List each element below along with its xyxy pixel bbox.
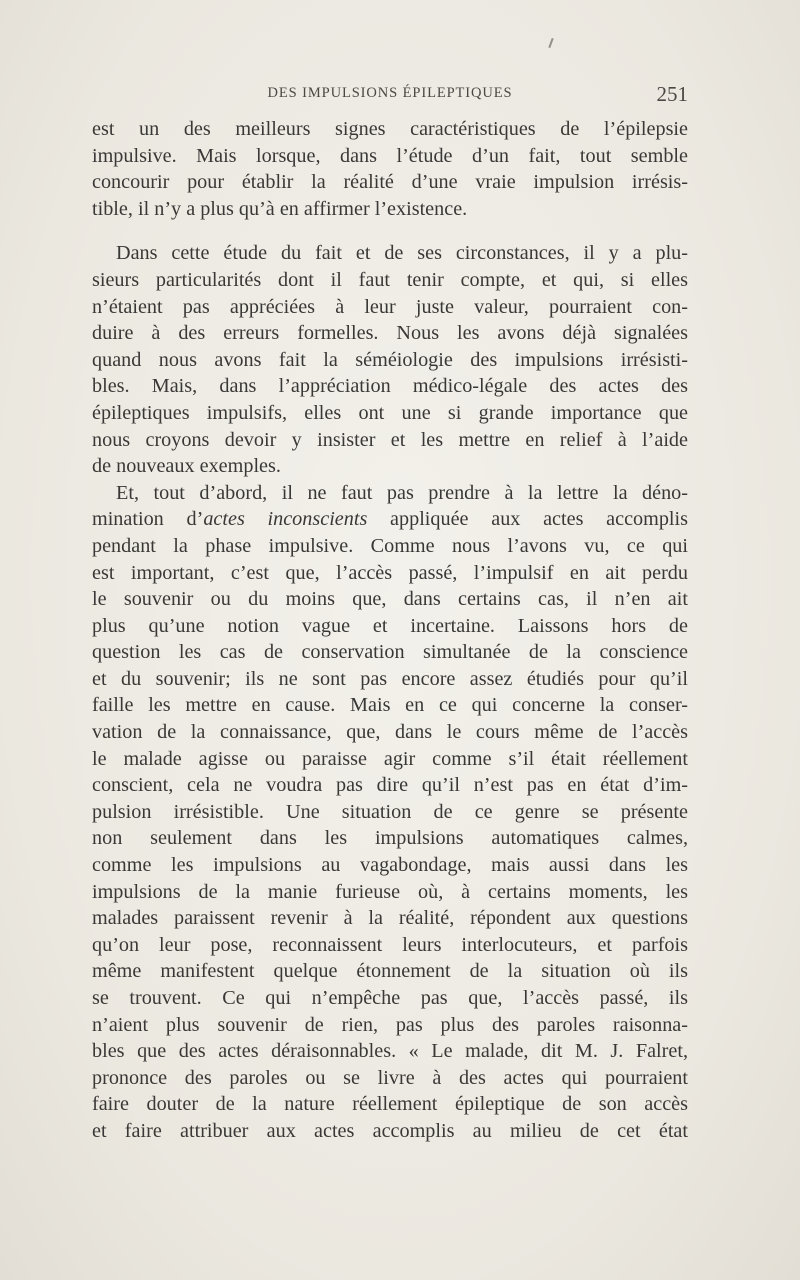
- text-line: le souvenir ou du moins que, dans certains cas, il n’en ait: [92, 588, 688, 611]
- text-line: tible, il n’y a plus qu’à en affirmer l’existence.: [92, 197, 468, 220]
- text-line: conscient, cela ne voudra pas dire qu’il n’est pas en état d’im-: [92, 774, 688, 797]
- text-line: et du souvenir; ils ne sont pas encore assez étudiés pour qu’il: [92, 667, 688, 690]
- running-title: DES IMPULSIONS ÉPILEPTIQUES: [267, 85, 513, 101]
- text-line: plus qu’une notion vague et incertaine. Laissons hors de: [92, 614, 688, 637]
- page-header: [92, 82, 688, 106]
- text-line: bles que des actes déraisonnables. « Le malade, dit M. J. Falret,: [92, 1040, 688, 1063]
- text-line: quand nous avons fait la séméiologie des impulsions irrésisti-: [92, 348, 688, 371]
- text-line: Et, tout d’abord, il ne faut pas prendre à la lettre la déno-: [116, 481, 688, 504]
- text-line: même manifestent quelque étonnement de la situation où ils: [92, 960, 688, 983]
- text-line: vation de la connaissance, que, dans le cours même de l’accès: [92, 721, 688, 744]
- text-span: appliquée aux actes accomplis: [390, 508, 689, 531]
- text-line: duire à des erreurs formelles. Nous les avons déjà signalées: [92, 322, 688, 345]
- text-line: épileptiques impulsifs, elles ont une si grande importance que: [92, 401, 688, 424]
- text-span: mination: [92, 508, 164, 531]
- text-span: d’: [186, 508, 204, 531]
- text-line-with-italic: [92, 506, 688, 533]
- text-line: non seulement dans les impulsions automatiques calmes,: [92, 827, 688, 850]
- text-line: se trouvent. Ce qui n’empêche pas que, l’accès passé, ils: [92, 987, 688, 1009]
- text-line: pulsion irrésistible. Une situation de ce genre se présente: [92, 800, 688, 823]
- page-number: 251: [656, 82, 688, 106]
- paragraph-gap: [92, 222, 688, 240]
- text-line: de nouveaux exemples.: [92, 455, 281, 478]
- text-line: comme les impulsions au vagabondage, mais aussi dans les: [92, 854, 688, 877]
- text-line: sieurs particularités dont il faut tenir compte, et qui, si elles: [92, 268, 688, 291]
- text-line: concourir pour établir la réalité d’une vraie impulsion irrésis-: [92, 171, 688, 194]
- text-line: n’aient plus souvenir de rien, pas plus des paroles raisonna-: [92, 1013, 688, 1036]
- italic-phrase: actes inconscients: [203, 508, 368, 531]
- text-line: prononce des paroles ou se livre à des actes qui pourraient: [92, 1066, 688, 1089]
- text-line: impulsive. Mais lorsque, dans l’étude d’un fait, tout semble: [92, 144, 688, 167]
- text-line: bles. Mais, dans l’appréciation médico-légale des actes des: [92, 375, 688, 398]
- text-line: faille les mettre en cause. Mais en ce qui concerne la conser-: [92, 694, 688, 717]
- text-line: est un des meilleurs signes caractéristiques de l’épilepsie: [92, 118, 688, 140]
- body-text: [92, 116, 688, 1145]
- text-line: n’étaient pas appréciées à leur juste valeur, pourraient con-: [92, 295, 688, 318]
- text-line: nous croyons devoir y insister et les mettre en relief à l’aide: [92, 428, 688, 451]
- text-line: question les cas de conservation simultanée de la conscience: [92, 641, 688, 664]
- text-line: le malade agisse ou paraisse agir comme s’il était réellement: [92, 747, 688, 770]
- ink-mark: [548, 38, 553, 48]
- text-line: pendant la phase impulsive. Comme nous l’avons vu, ce qui: [92, 534, 688, 557]
- text-line: impulsions de la manie furieuse où, à certains moments, les: [92, 880, 688, 903]
- text-line: Dans cette étude du fait et de ses circonstances, il y a plu-: [116, 242, 688, 265]
- text-line: qu’on leur pose, reconnaissent leurs interlocuteurs, et parfois: [92, 933, 688, 956]
- text-line: faire douter de la nature réellement épileptique de son accès: [92, 1093, 688, 1116]
- text-line: malades paraissent revenir à la réalité, répondent aux questions: [92, 907, 688, 930]
- text-line: et faire attribuer aux actes accomplis au milieu de cet état: [92, 1119, 688, 1142]
- text-line: est important, c’est que, l’accès passé, l’impulsif en ait perdu: [92, 561, 688, 584]
